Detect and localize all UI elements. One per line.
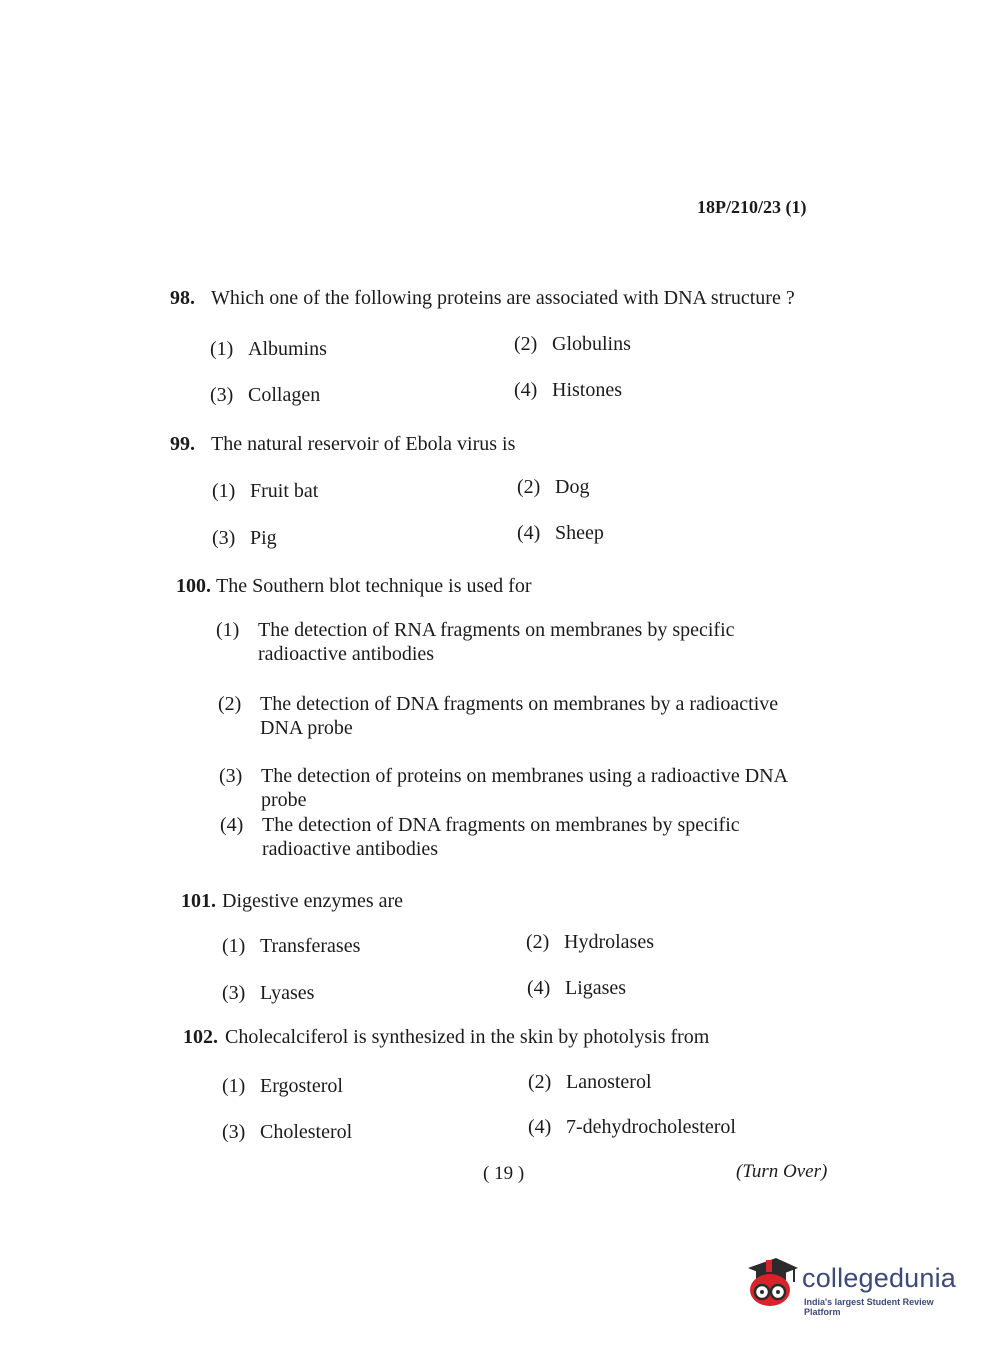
option-number: (4): [528, 1116, 552, 1138]
question-number: 100.: [176, 575, 211, 597]
option: [514, 378, 622, 402]
option-number: (4): [514, 379, 538, 401]
option: [222, 934, 360, 958]
option: [222, 981, 314, 1005]
option: [218, 692, 818, 740]
option: [528, 1070, 652, 1094]
collegedunia-watermark: [742, 1250, 972, 1320]
option-number: (3): [222, 1121, 246, 1143]
option: [220, 813, 820, 861]
option: [212, 526, 277, 550]
option-number: (3): [212, 527, 236, 549]
option: [210, 337, 327, 361]
brand-tagline: India's largest Student Review Platform: [804, 1297, 934, 1317]
option-number: (1): [210, 338, 234, 360]
question-text: The natural reservoir of Ebola virus is: [211, 433, 516, 455]
question-text: Cholecalciferol is synthesized in the skin by photolysis from: [225, 1026, 710, 1048]
option-number: (1): [216, 619, 240, 641]
option: [210, 383, 320, 407]
option-number: (3): [210, 384, 234, 406]
option-text: 7-dehydrocholesterol: [566, 1116, 736, 1138]
question-number: 99.: [170, 433, 195, 455]
option: [526, 930, 654, 954]
option-number: (1): [222, 935, 246, 957]
option-text: Albumins: [248, 338, 327, 360]
option: [222, 1120, 352, 1144]
question-text: The Southern blot technique is used for: [216, 575, 532, 597]
option-number: (4): [220, 814, 244, 836]
question-99: [170, 432, 515, 456]
option-text: Ligases: [565, 977, 627, 999]
option-number: (4): [527, 977, 551, 999]
question-98: [170, 286, 795, 310]
option-text: Sheep: [555, 522, 604, 544]
option-text: Dog: [555, 476, 590, 498]
question-number: 102.: [183, 1026, 218, 1048]
option-text: Globulins: [552, 333, 631, 355]
option-number: (1): [212, 480, 236, 502]
paper-code: 18P/210/23 (1): [697, 197, 807, 217]
option-text: Pig: [250, 527, 277, 549]
option-text: Lanosterol: [566, 1071, 652, 1093]
question-101: [181, 889, 403, 913]
option-text: Cholesterol: [260, 1121, 353, 1143]
option-number: (2): [526, 931, 550, 953]
question-text: Digestive enzymes are: [222, 890, 404, 912]
option: [517, 475, 589, 499]
question-number: 98.: [170, 287, 195, 309]
option: [528, 1115, 736, 1139]
option-number: (3): [219, 765, 243, 787]
turn-over-note: (Turn Over): [736, 1161, 828, 1182]
option: [219, 764, 819, 812]
question-number: 101.: [181, 890, 216, 912]
question-text: Which one of the following proteins are associated with DNA structure ?: [211, 287, 795, 309]
option: [216, 618, 816, 666]
option-text: Hydrolases: [564, 931, 654, 953]
option-text: Ergosterol: [260, 1075, 343, 1097]
option-text: The detection of DNA fragments on membranes by specific radioactive antibodies: [262, 814, 740, 860]
option-text: The detection of RNA fragments on membranes by specific radioactive antibodies: [258, 619, 735, 665]
option: [514, 332, 631, 356]
option-text: Fruit bat: [250, 480, 319, 502]
option-text: Lyases: [260, 982, 315, 1004]
option-number: (4): [517, 522, 541, 544]
option-number: (2): [528, 1071, 552, 1093]
option-number: (1): [222, 1075, 246, 1097]
option-number: (3): [222, 982, 246, 1004]
brand-name: collegedunia: [802, 1263, 957, 1293]
option-text: Transferases: [260, 935, 361, 957]
option-number: (2): [517, 476, 541, 498]
option: [527, 976, 626, 1000]
mascot-icon: [742, 1250, 800, 1312]
option: [517, 521, 604, 545]
option-number: (2): [514, 333, 538, 355]
option-number: (2): [218, 693, 242, 715]
option: [222, 1074, 343, 1098]
question-102: [183, 1025, 709, 1049]
option: [212, 479, 318, 503]
option-text: Collagen: [248, 384, 321, 406]
option-text: The detection of proteins on membranes using a radioactive DNA probe: [261, 765, 787, 811]
option-text: The detection of DNA fragments on membranes by a radioactive DNA probe: [260, 693, 779, 739]
question-100: [176, 574, 532, 598]
page-number: ( 19 ): [483, 1163, 525, 1184]
option-text: Histones: [552, 379, 622, 401]
